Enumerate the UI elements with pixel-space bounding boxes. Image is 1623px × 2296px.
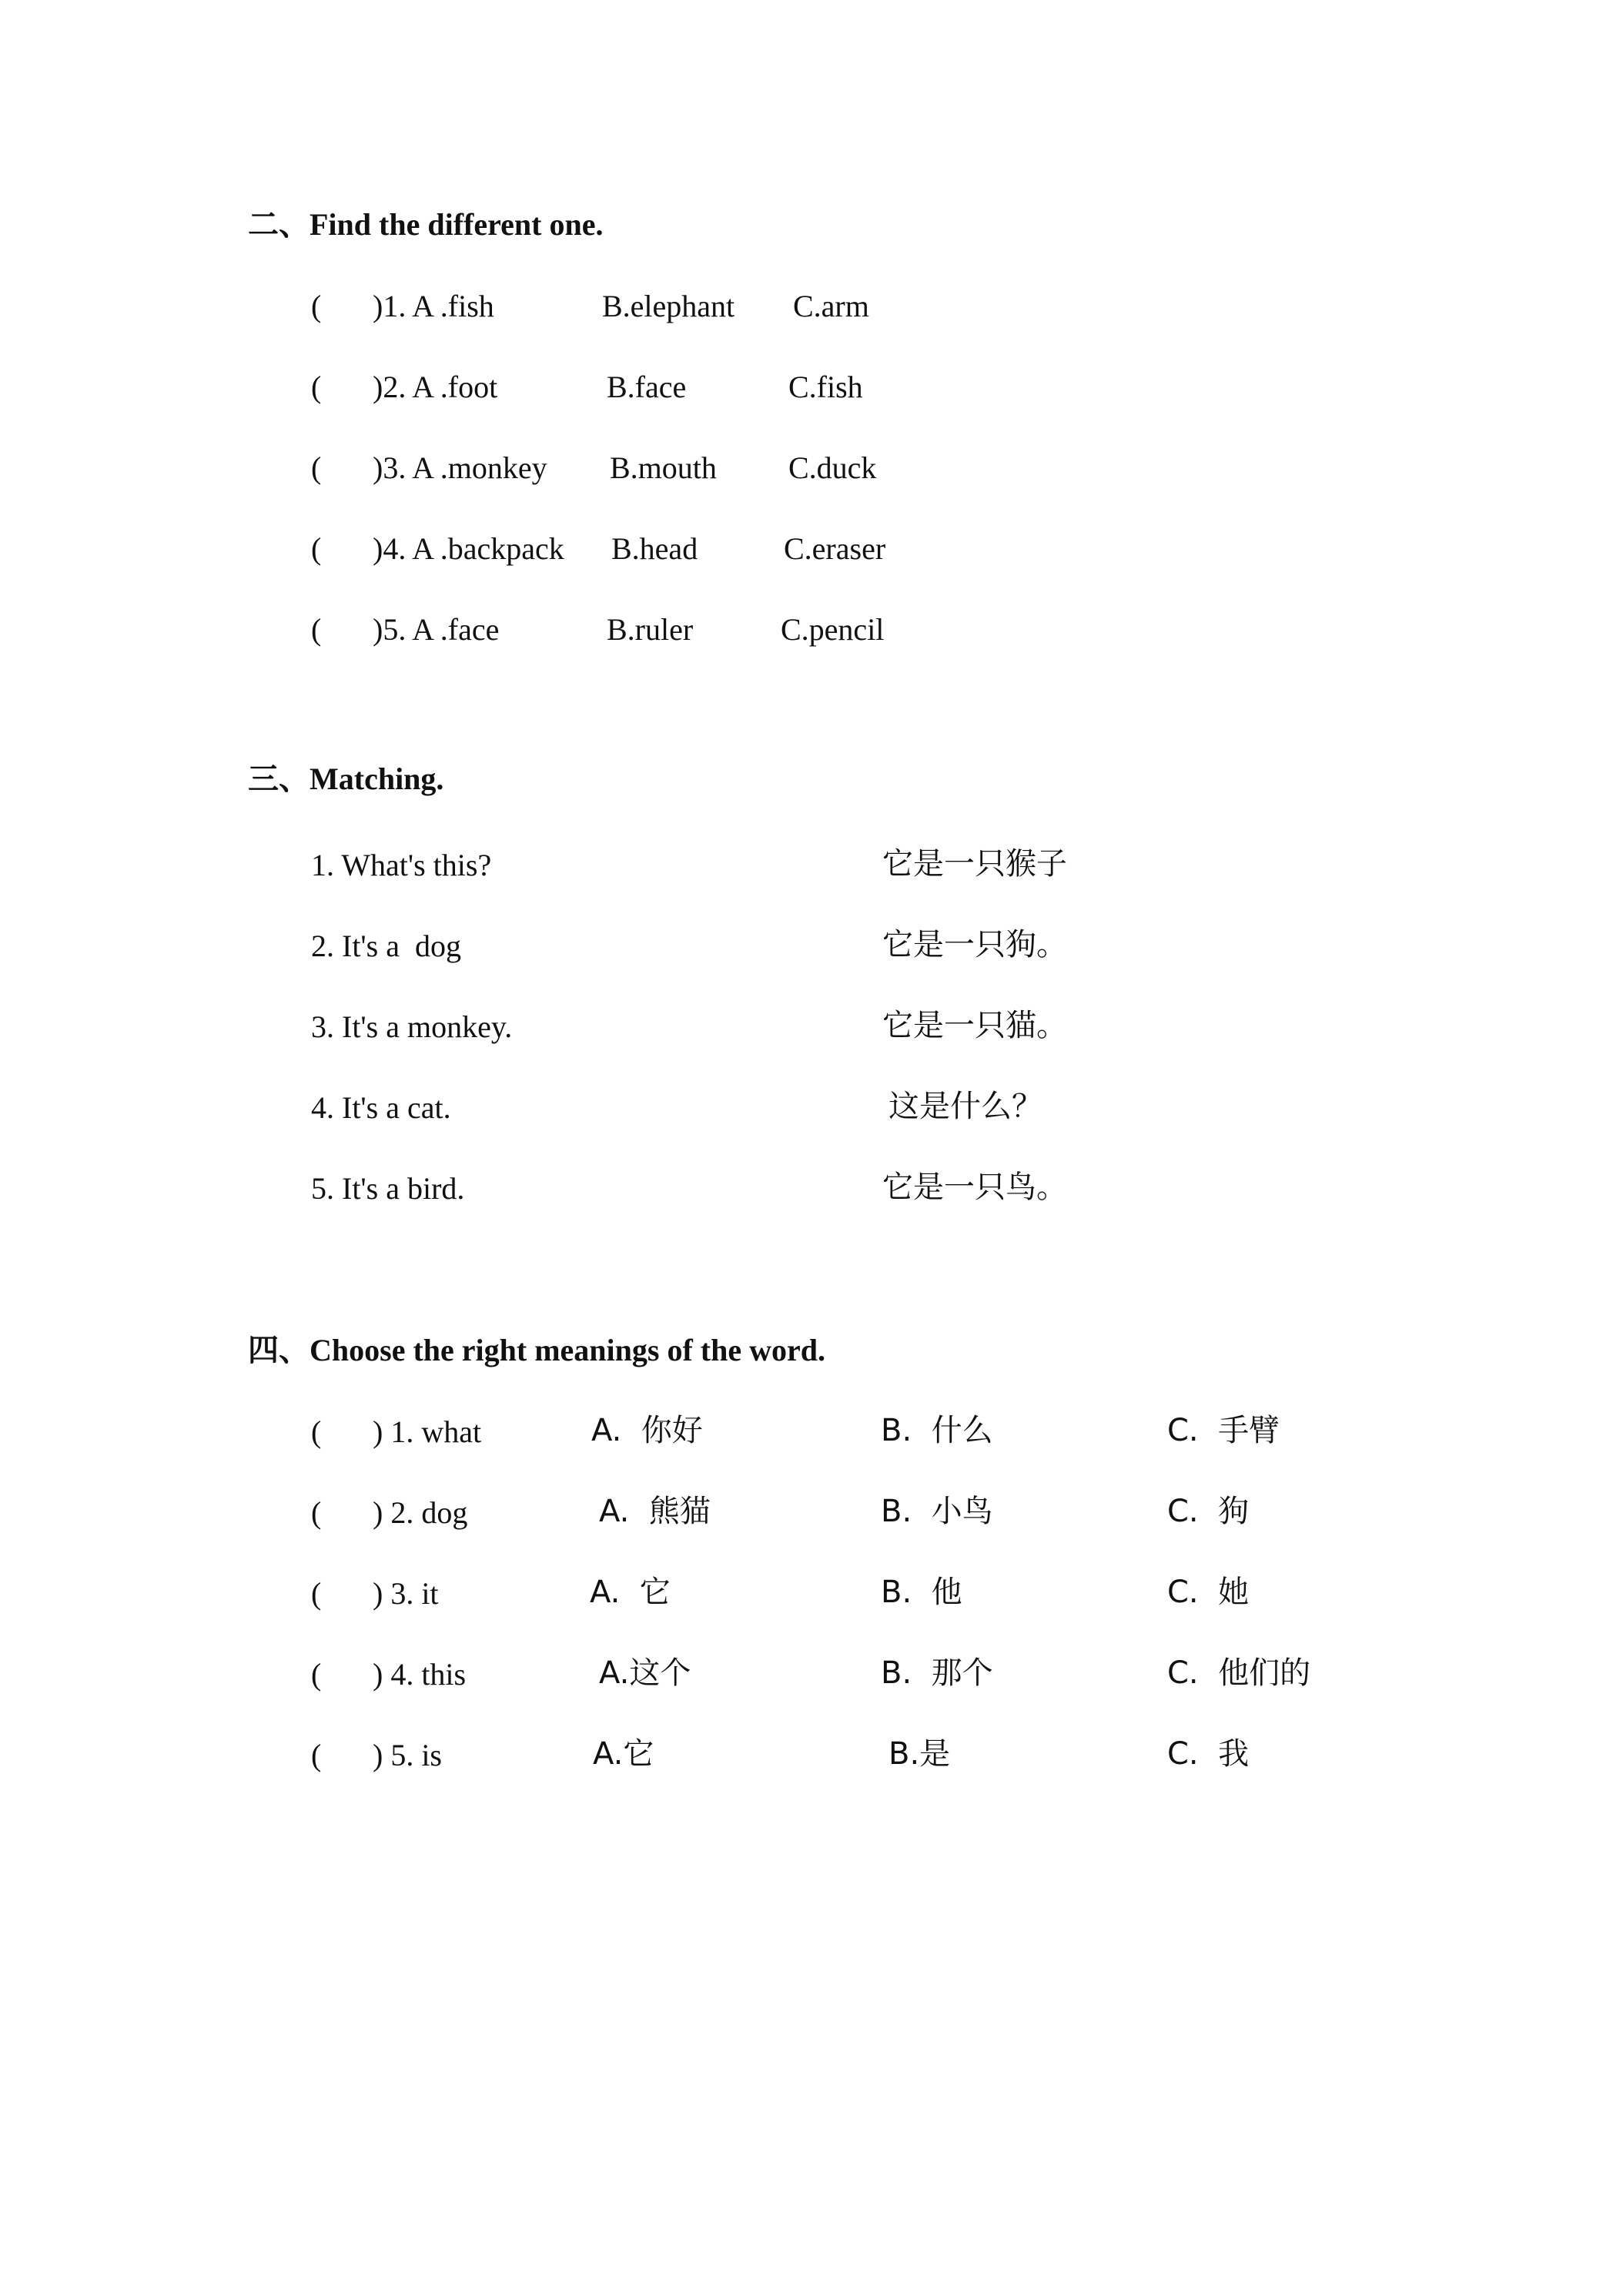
option-c: C. 我 [1167, 1736, 1250, 1772]
matching-left-item[interactable]: 2. It's a dog [311, 929, 461, 963]
word-label: ) 3. it [373, 1576, 439, 1611]
matching-right-item[interactable]: 它是一只猴子 [882, 846, 1067, 882]
answer-paren[interactable]: ( [311, 1738, 322, 1772]
option-b: B.elephant [602, 289, 735, 323]
word-label: ) 4. this [373, 1657, 467, 1692]
option-a: )3. A .monkey [373, 450, 547, 485]
answer-paren[interactable]: ( [311, 370, 322, 404]
option-a: A. 它 [590, 1575, 671, 1610]
matching-left-item[interactable]: 5. It's a bird. [311, 1171, 465, 1206]
option-a: )2. A .foot [373, 370, 498, 404]
matching-right-item[interactable]: 这是什么？ [888, 1089, 1042, 1124]
word-label: ) 1. what [373, 1414, 482, 1449]
answer-paren[interactable]: ( [311, 289, 322, 323]
option-b: B.head [611, 531, 698, 566]
answer-paren[interactable]: ( [311, 612, 322, 647]
option-a: )5. A .face [373, 612, 500, 647]
section-heading-meanings: 四、Choose the right meanings of the word. [248, 1333, 825, 1367]
option-b: B. 小鸟 [881, 1494, 993, 1529]
option-b: B.mouth [610, 450, 717, 485]
option-c: C.fish [788, 370, 863, 404]
option-c: C. 手臂 [1167, 1413, 1280, 1448]
option-b: B.face [607, 370, 687, 404]
word-label: ) 2. dog [373, 1495, 468, 1530]
option-b: B. 他 [881, 1575, 962, 1610]
option-a: A.它 [593, 1736, 654, 1772]
matching-left-item[interactable]: 1. What's this? [311, 848, 492, 882]
option-b: B.是 [888, 1736, 951, 1772]
answer-paren[interactable]: ( [311, 1657, 322, 1692]
option-c: C.pencil [781, 612, 885, 647]
option-b: B. 什么 [881, 1413, 993, 1448]
answer-paren[interactable]: ( [311, 1414, 322, 1449]
option-c: C.eraser [784, 531, 886, 566]
matching-right-item[interactable]: 它是一只狗。 [882, 927, 1067, 962]
matching-right-item[interactable]: 它是一只鸟。 [882, 1170, 1067, 1205]
option-c: C.duck [788, 450, 877, 485]
option-c: C. 狗 [1167, 1494, 1250, 1529]
option-a: A. 熊猫 [599, 1494, 711, 1529]
option-a: )4. A .backpack [373, 531, 564, 566]
matching-left-item[interactable]: 4. It's a cat. [311, 1090, 451, 1125]
option-a: A.这个 [599, 1655, 691, 1691]
answer-paren[interactable]: ( [311, 450, 322, 485]
word-label: ) 5. is [373, 1738, 442, 1772]
answer-paren[interactable]: ( [311, 1495, 322, 1530]
option-c: C.arm [793, 289, 869, 323]
matching-left-item[interactable]: 3. It's a monkey. [311, 1009, 513, 1044]
matching-right-item[interactable]: 它是一只猫。 [882, 1008, 1067, 1043]
answer-paren[interactable]: ( [311, 531, 322, 566]
section-heading-matching: 三、Matching. [248, 761, 444, 796]
option-c: C. 她 [1167, 1575, 1250, 1610]
option-b: B.ruler [607, 612, 694, 647]
option-b: B. 那个 [881, 1655, 993, 1691]
option-c: C. 他们的 [1167, 1655, 1311, 1691]
section-heading-find-different: 二、Find the different one. [248, 207, 604, 242]
answer-paren[interactable]: ( [311, 1576, 322, 1611]
option-a: A. 你好 [591, 1413, 703, 1448]
option-a: )1. A .fish [373, 289, 494, 323]
